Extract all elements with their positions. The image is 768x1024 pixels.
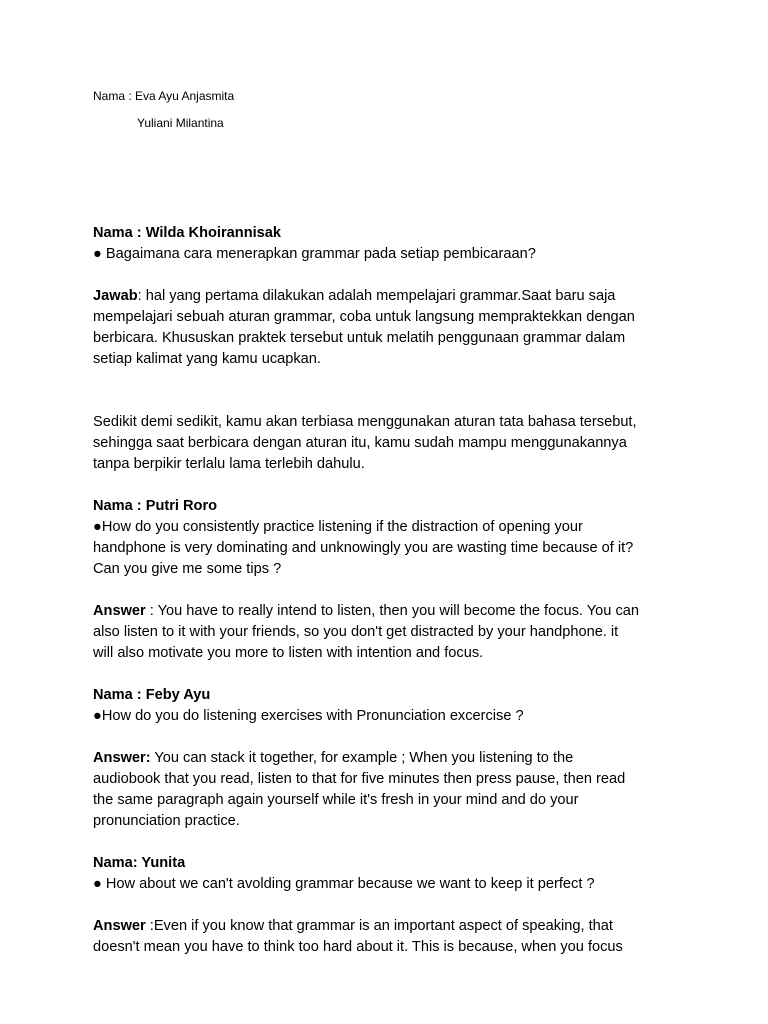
section-3-answer-line: the same paragraph again yourself while it's fresh in your mind and do your xyxy=(93,792,579,808)
answer-label: Answer xyxy=(93,918,146,934)
section-1-question: ● Bagaimana cara menerapkan grammar pada setiap pembicaraan? xyxy=(93,246,536,262)
author-header xyxy=(93,87,234,132)
section-3-question: ●How do you do listening exercises with Pronunciation excercise ? xyxy=(93,708,524,724)
section-4-answer: Answer :Even if you know that grammar is an important aspect of speaking, that xyxy=(93,918,613,934)
section-4-question: ● How about we can't avolding grammar because we want to keep it perfect ? xyxy=(93,876,595,892)
section-2-question-line: ●How do you consistently practice listening if the distraction of opening your xyxy=(93,519,583,535)
section-2-answer-line: will also motivate you more to listen with intention and focus. xyxy=(93,645,484,661)
section-4-name: Nama: Yunita xyxy=(93,855,186,871)
section-1-name: Nama : Wilda Khoirannisak xyxy=(93,225,282,241)
section-1-paragraph-line: tanpa berpikir terlalu lama terlebih dahulu. xyxy=(93,456,365,472)
section-2-answer-line: also listen to it with your friends, so you don't get distracted by your handphone. it xyxy=(93,624,619,640)
answer-label: Answer: xyxy=(93,750,151,766)
answer-label: Answer xyxy=(93,603,146,619)
section-2-question-line: Can you give me some tips ? xyxy=(93,561,282,577)
section-1-answer-line: mempelajari sebuah aturan grammar, coba untuk langsung mempraktekkan dengan xyxy=(93,309,635,325)
section-3-answer: Answer: You can stack it together, for example ; When you listening to the xyxy=(93,750,574,766)
section-2-name: Nama : Putri Roro xyxy=(93,498,218,514)
answer-label: Jawab xyxy=(93,288,138,304)
author-line-1: Nama : Eva Ayu Anjasmita xyxy=(93,89,235,103)
section-4-answer-line: doesn't mean you have to think too hard about it. This is because, when you focus xyxy=(93,939,623,955)
section-3-answer-line: pronunciation practice. xyxy=(93,813,240,829)
section-1-answer-line: berbicara. Khususkan praktek tersebut untuk melatih penggunaan grammar dalam xyxy=(93,330,626,346)
section-3-answer-line: audiobook that you read, listen to that for five minutes then press pause, then read xyxy=(93,771,626,787)
section-3-name: Nama : Feby Ayu xyxy=(93,687,211,703)
section-1-paragraph-line: Sedikit demi sedikit, kamu akan terbiasa menggunakan aturan tata bahasa tersebut, xyxy=(93,414,637,430)
section-1-answer-line: setiap kalimat yang kamu ucapkan. xyxy=(93,351,321,367)
section-2-question-line: handphone is very dominating and unknowingly you are wasting time because of it? xyxy=(93,540,634,556)
section-1-paragraph-line: sehingga saat berbicara dengan aturan itu, kamu sudah mampu menggunakannya xyxy=(93,435,627,451)
section-2-answer: Answer : You have to really intend to listen, then you will become the focus. You can xyxy=(93,603,639,619)
document-body xyxy=(93,223,693,958)
section-1-answer: Jawab: hal yang pertama dilakukan adalah mempelajari grammar.Saat baru saja xyxy=(93,288,616,304)
author-line-2: Yuliani Milantina xyxy=(137,116,224,130)
